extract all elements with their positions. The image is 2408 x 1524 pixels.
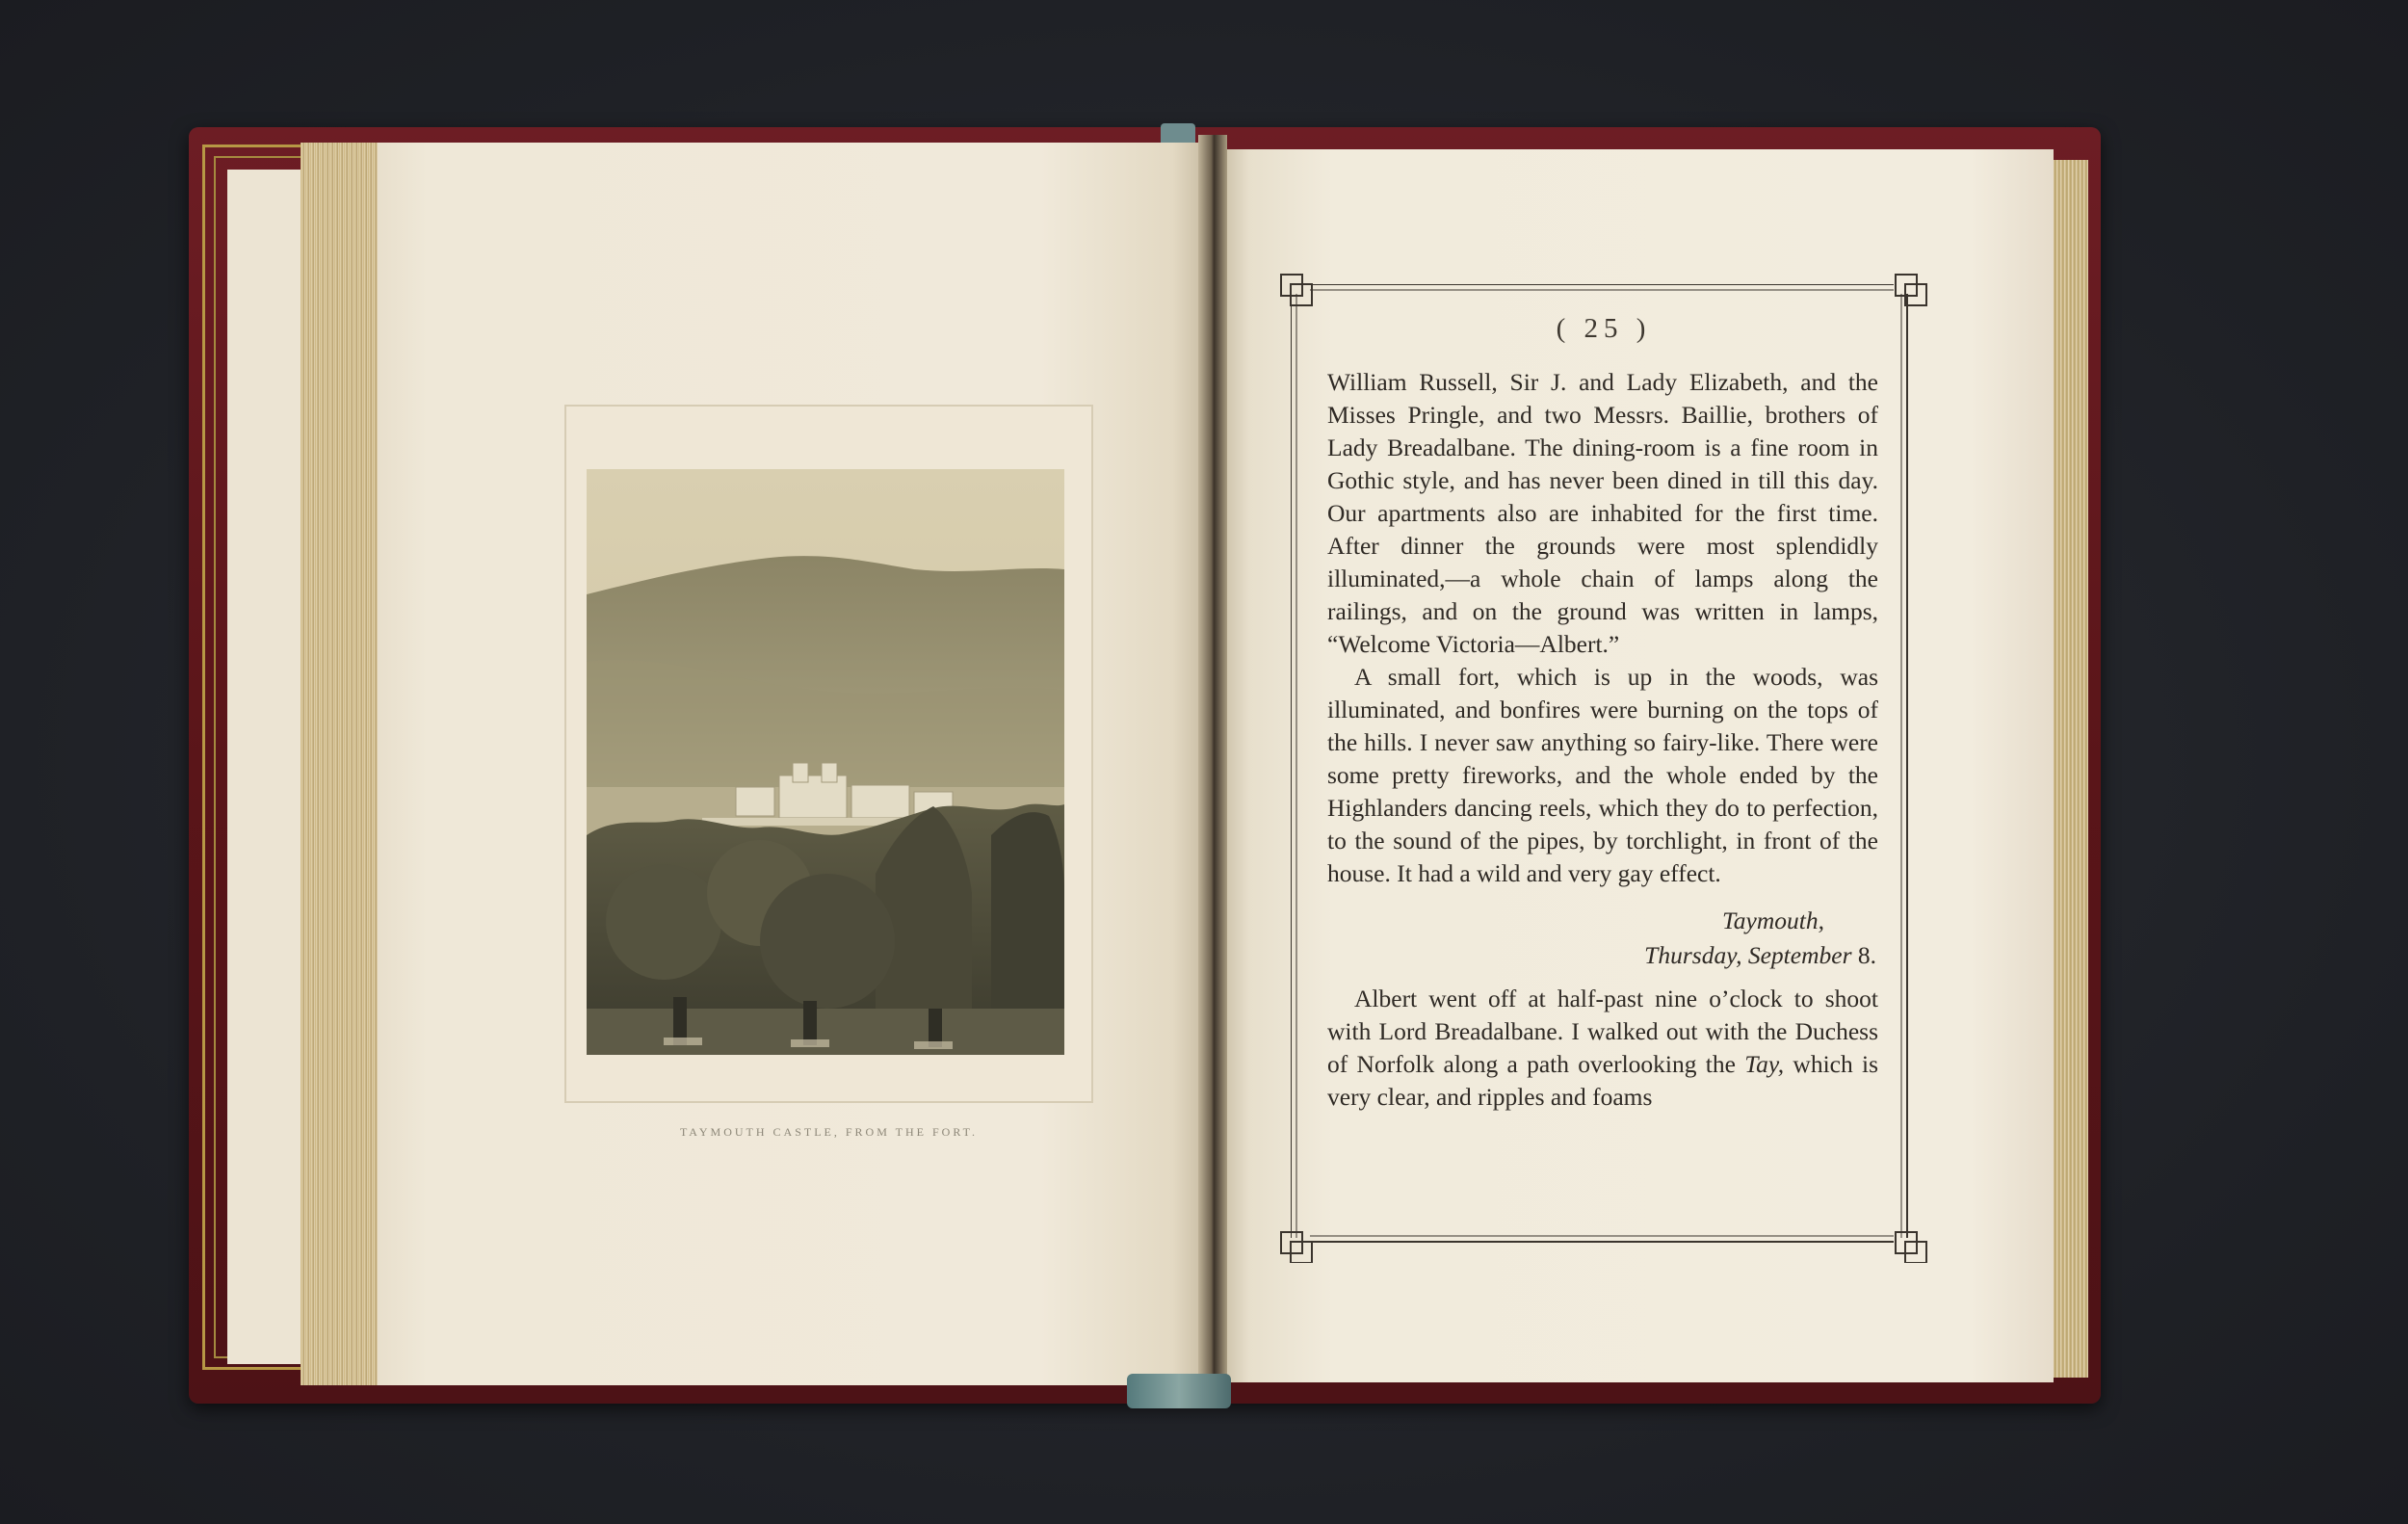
photo-illustration	[587, 469, 1064, 1055]
body-text	[1327, 366, 1878, 1114]
date-day: 8.	[1857, 941, 1876, 969]
paragraph-3	[1327, 983, 1878, 1114]
photo-caption: TAYMOUTH CASTLE, FROM THE FORT.	[679, 1125, 979, 1139]
bookmark-ribbon-bottom	[1127, 1374, 1231, 1408]
photograph-taymouth-castle	[587, 469, 1064, 1055]
paragraph-1: William Russell, Sir J. and Lady Elizabeth, and the Misses Pringle, and two Messrs. Baillie, brothers of Lady Breadalbane. The dining-room is a fine room in Gothic style, and has never been dined in till this day. Our apartments also are inhabited for the first time. After dinner the grounds were most splendidly illuminated,—a whole chain of lamps along the railings, and on the ground was written in lamps, “Welcome Victoria—Albert.”	[1327, 368, 1878, 658]
page-number: ( 25 )	[1556, 313, 1652, 344]
page-edges-right	[2050, 160, 2088, 1378]
paragraph-3-tay: Tay,	[1744, 1050, 1785, 1078]
book-gutter	[1198, 135, 1227, 1392]
paragraph-2: A small fort, which is up in the woods, was illuminated, and bonfires were burning on the tops of the hills. I never saw anything so fairy-like. There were some pretty fireworks, and the whole ended by the Highlanders dancing reels, which they do to perfection, to the sound of the pipes, by torchlight, in front of the house. It had a wild and very gay effect.	[1327, 663, 1878, 887]
page-edges-left	[301, 143, 387, 1385]
paragraph-3-end: which is very clear, and ripples and foams	[1327, 1050, 1879, 1111]
place-date-heading	[1327, 904, 1878, 973]
place-name: Taymouth,	[1721, 907, 1824, 934]
date-weekday-month: Thursday, September	[1644, 941, 1852, 969]
paragraph-3-start: Albert went off at half-past nine o’clock to shoot with Lord Breadalbane. I walked out with the Duchess of Norfolk along a path overlooking the	[1327, 985, 1878, 1078]
endpaper	[227, 170, 304, 1364]
date-line	[1327, 938, 1878, 973]
